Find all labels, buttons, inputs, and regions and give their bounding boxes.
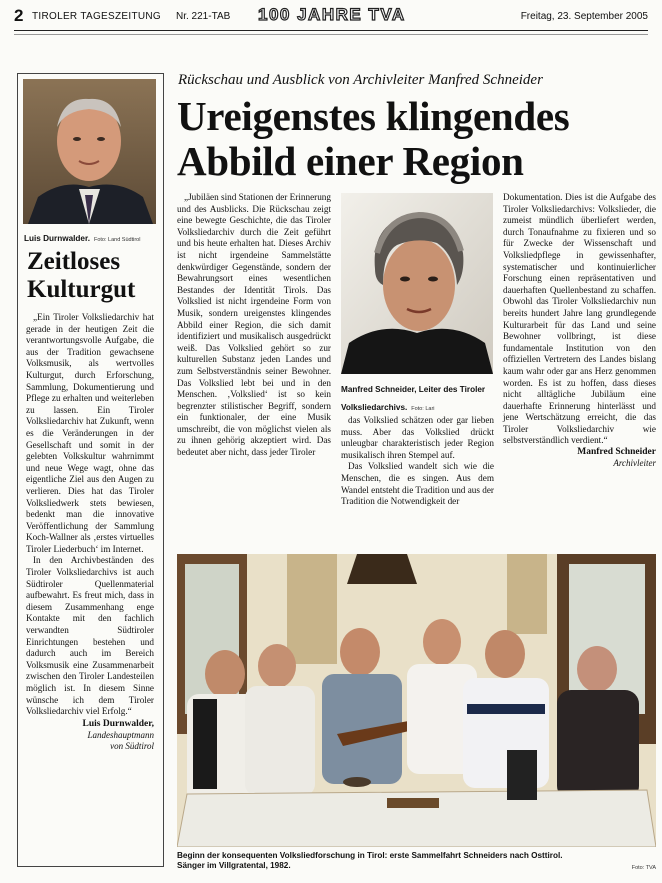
article-col2-paragraph-2: Das Volkslied wandelt sich wie die Menschen, die es singen. Aus dem Wandel entsteht die Tradition und aus der Tradition die Notwendigkeit der — [341, 461, 494, 507]
issue-number: Nr. 221-TAB — [176, 11, 231, 22]
sidebar-title-line1: Zeitloses — [27, 248, 121, 275]
article-signature-name: Manfred Schneider — [577, 447, 656, 458]
sidebar-signature-name: Luis Durnwalder, — [82, 718, 154, 729]
singers-caption-line2: Sänger im Villgratental, 1982. — [177, 861, 291, 870]
durnwalder-photo-credit: Foto: Land Südtirol — [93, 237, 141, 243]
schneider-caption — [341, 379, 495, 415]
sidebar-signature-role2: von Südtirol — [110, 740, 154, 751]
headline-line2: Abbild einer Region — [177, 138, 524, 184]
sidebar-signature-role1: Landeshauptmann — [87, 729, 154, 740]
article-headline — [177, 94, 569, 184]
schneider-portrait — [341, 193, 493, 374]
headline-line1: Ureigenstes klingendes — [177, 93, 570, 139]
sidebar-paragraph-1: „Ein Tiroler Volksliedarchiv hat gerade in der heutigen Zeit die verantwortungsvolle Aufgabe, die aus der Tradition gewachsene Volksmusik, als wertvolles Kulturgut, durch Erforschung, Sammlung, Dokumentierung und Pflege zu erhalten und weiterleben zu lassen. Ein Tiroler Volksliedarchiv hat Zukunft, wenn es die Veränderungen in der Gesellschaft und somit in der gelebten Volkskultur wahrnimmt und neue Wege wagt, ohne das eigentliche Ziel aus den Augen zu verlieren. Dies hat das Tiroler Volksliedwerk stets bewiesen, bedenkt man die innovative Veröffentlichung der Sammlung Koch-Wallner als ‚erstes virtuelles Tiroler Liederbuch‘ im Internet. — [26, 312, 154, 554]
sidebar-body — [26, 312, 154, 752]
singers-photo — [177, 554, 656, 847]
sidebar-title-line2: Kulturgut — [27, 276, 136, 303]
newspaper-name: TIROLER TAGESZEITUNG — [32, 11, 161, 22]
singers-photo-image — [177, 554, 656, 847]
article-col1-paragraph: „Jubiläen sind Stationen der Erinnerung und des Ausblicks. Die Rückschau zeigt eine bewegte Geschichte, die das Tiroler Volksliedarchiv durch die Zeit geführt und bis heute erhalten hat. Dieses Archiv ist nicht irgendeine Sammelstätte denkwürdiger Gegenstände, sondern der Bewahrungsort eines wesentlichen Bestandes der Identität Tirols. Das Volkslied ist nicht irgendeine Form von Musik, sondern ureigenstes klingendes Abbild einer Region, die sich damit identifiziert und musikalisch ausgedrückt weiß. Das Volkslied gehört so zur kulturellen Substanz jeden Landes und zum Selbstverständnis seiner Bewohner. Das Volkslied lebt bei und in den Menschen. ‚Volkslied‘ ist so kein begrenzter stilistischer Begriff, sondern ein funktionaler, der eine Musik umschreibt, die von möglichst vielen als zu ihnen gehörig akzeptiert wird. Das bedeutet aber nicht, dass jeder Tiroler — [177, 192, 331, 458]
article-signature-role: Archivleiter — [613, 458, 656, 469]
article-column-2 — [341, 415, 494, 508]
section-title: 100 JAHRE TVA — [258, 5, 406, 24]
durnwalder-portrait — [23, 79, 156, 224]
sidebar-paragraph-2: In den Archivbeständen des Tiroler Volksliedarchivs ist auch Südtiroler Quellenmaterial aufbewahrt. Es freut mich, dass in diesem Zusammenhang enge Kontakte mit den fachlich verwandten Südtiroler Einrichtungen bestehen und dadurch auch im Bereich Volksmusik eine Zusammenarbeit zwischen den Tiroler Landesteilen möglich ist. In diesem Sinne wünsche ich dem Tiroler Volksliedarchiv viel Erfolg.“ — [26, 555, 154, 717]
singers-caption-line2-row — [177, 861, 656, 871]
article-col2-paragraph-1: das Volkslied schätzen oder gar lieben muss. Aber das Volkslied drückt unleugbar charakteristisch jeder Region musikalisch ihren Stempel auf. — [341, 415, 494, 460]
singers-photo-caption — [177, 851, 656, 871]
durnwalder-caption-text: Luis Durnwalder. — [24, 234, 90, 243]
durnwalder-portrait-image — [23, 79, 156, 224]
article-column-1 — [177, 192, 331, 459]
page-number: 2 — [14, 6, 24, 25]
article-column-3 — [503, 192, 656, 469]
schneider-caption-text: Manfred Schneider, Leiter des Tiroler Volksliedarchivs. — [341, 385, 486, 412]
article-col3-paragraph: Dokumentation. Dies ist die Aufgabe des Tiroler Volksliedarchivs: Volkslieder, die zumeist mündlich überliefert werden, durch Tonaufnahme zu fixieren und so für Zwecke der Wissenschaft und Volksliedpflege in gewissenhafter, systematischer und kontinuierlicher Forschung einen repräsentativen und dauerhaften Quellenbestand zu schaffen. Obwohl das Tiroler Volksliedarchiv nun bereits hundert Jahre lang grundlegende Kulturarbeit für das Land und seine Bewohner vollbringt, ist diese fundamentale Institution von den offiziellen Vertretern des Landes bislang kaum wahr oder gar ans Herz genommen worden. Es ist zu hoffen, dass dieses nicht alltägliche Jubiläum eine dauerhafte Erinnerung hinterlässt und jene Wertschätzung erreicht, die das Tiroler Volksliedarchiv wie selbstverständlich verdient.“ — [503, 192, 656, 446]
durnwalder-caption — [24, 228, 159, 246]
article-kicker: Rückschau und Ausblick von Archivleiter Manfred Schneider — [178, 72, 543, 88]
schneider-photo-credit: Foto: Lari — [411, 406, 435, 412]
header-rule — [14, 30, 648, 31]
schneider-portrait-image — [341, 193, 493, 374]
header-rule-thin — [14, 34, 648, 35]
issue-date: Freitag, 23. September 2005 — [520, 11, 648, 22]
singers-photo-credit: Foto: TVA — [631, 865, 656, 871]
sidebar-title — [27, 248, 157, 304]
singers-caption-line1: Beginn der konsequenten Volksliedforschung in Tirol: erste Sammelfahrt Schneiders nach Osttirol. — [177, 851, 563, 860]
